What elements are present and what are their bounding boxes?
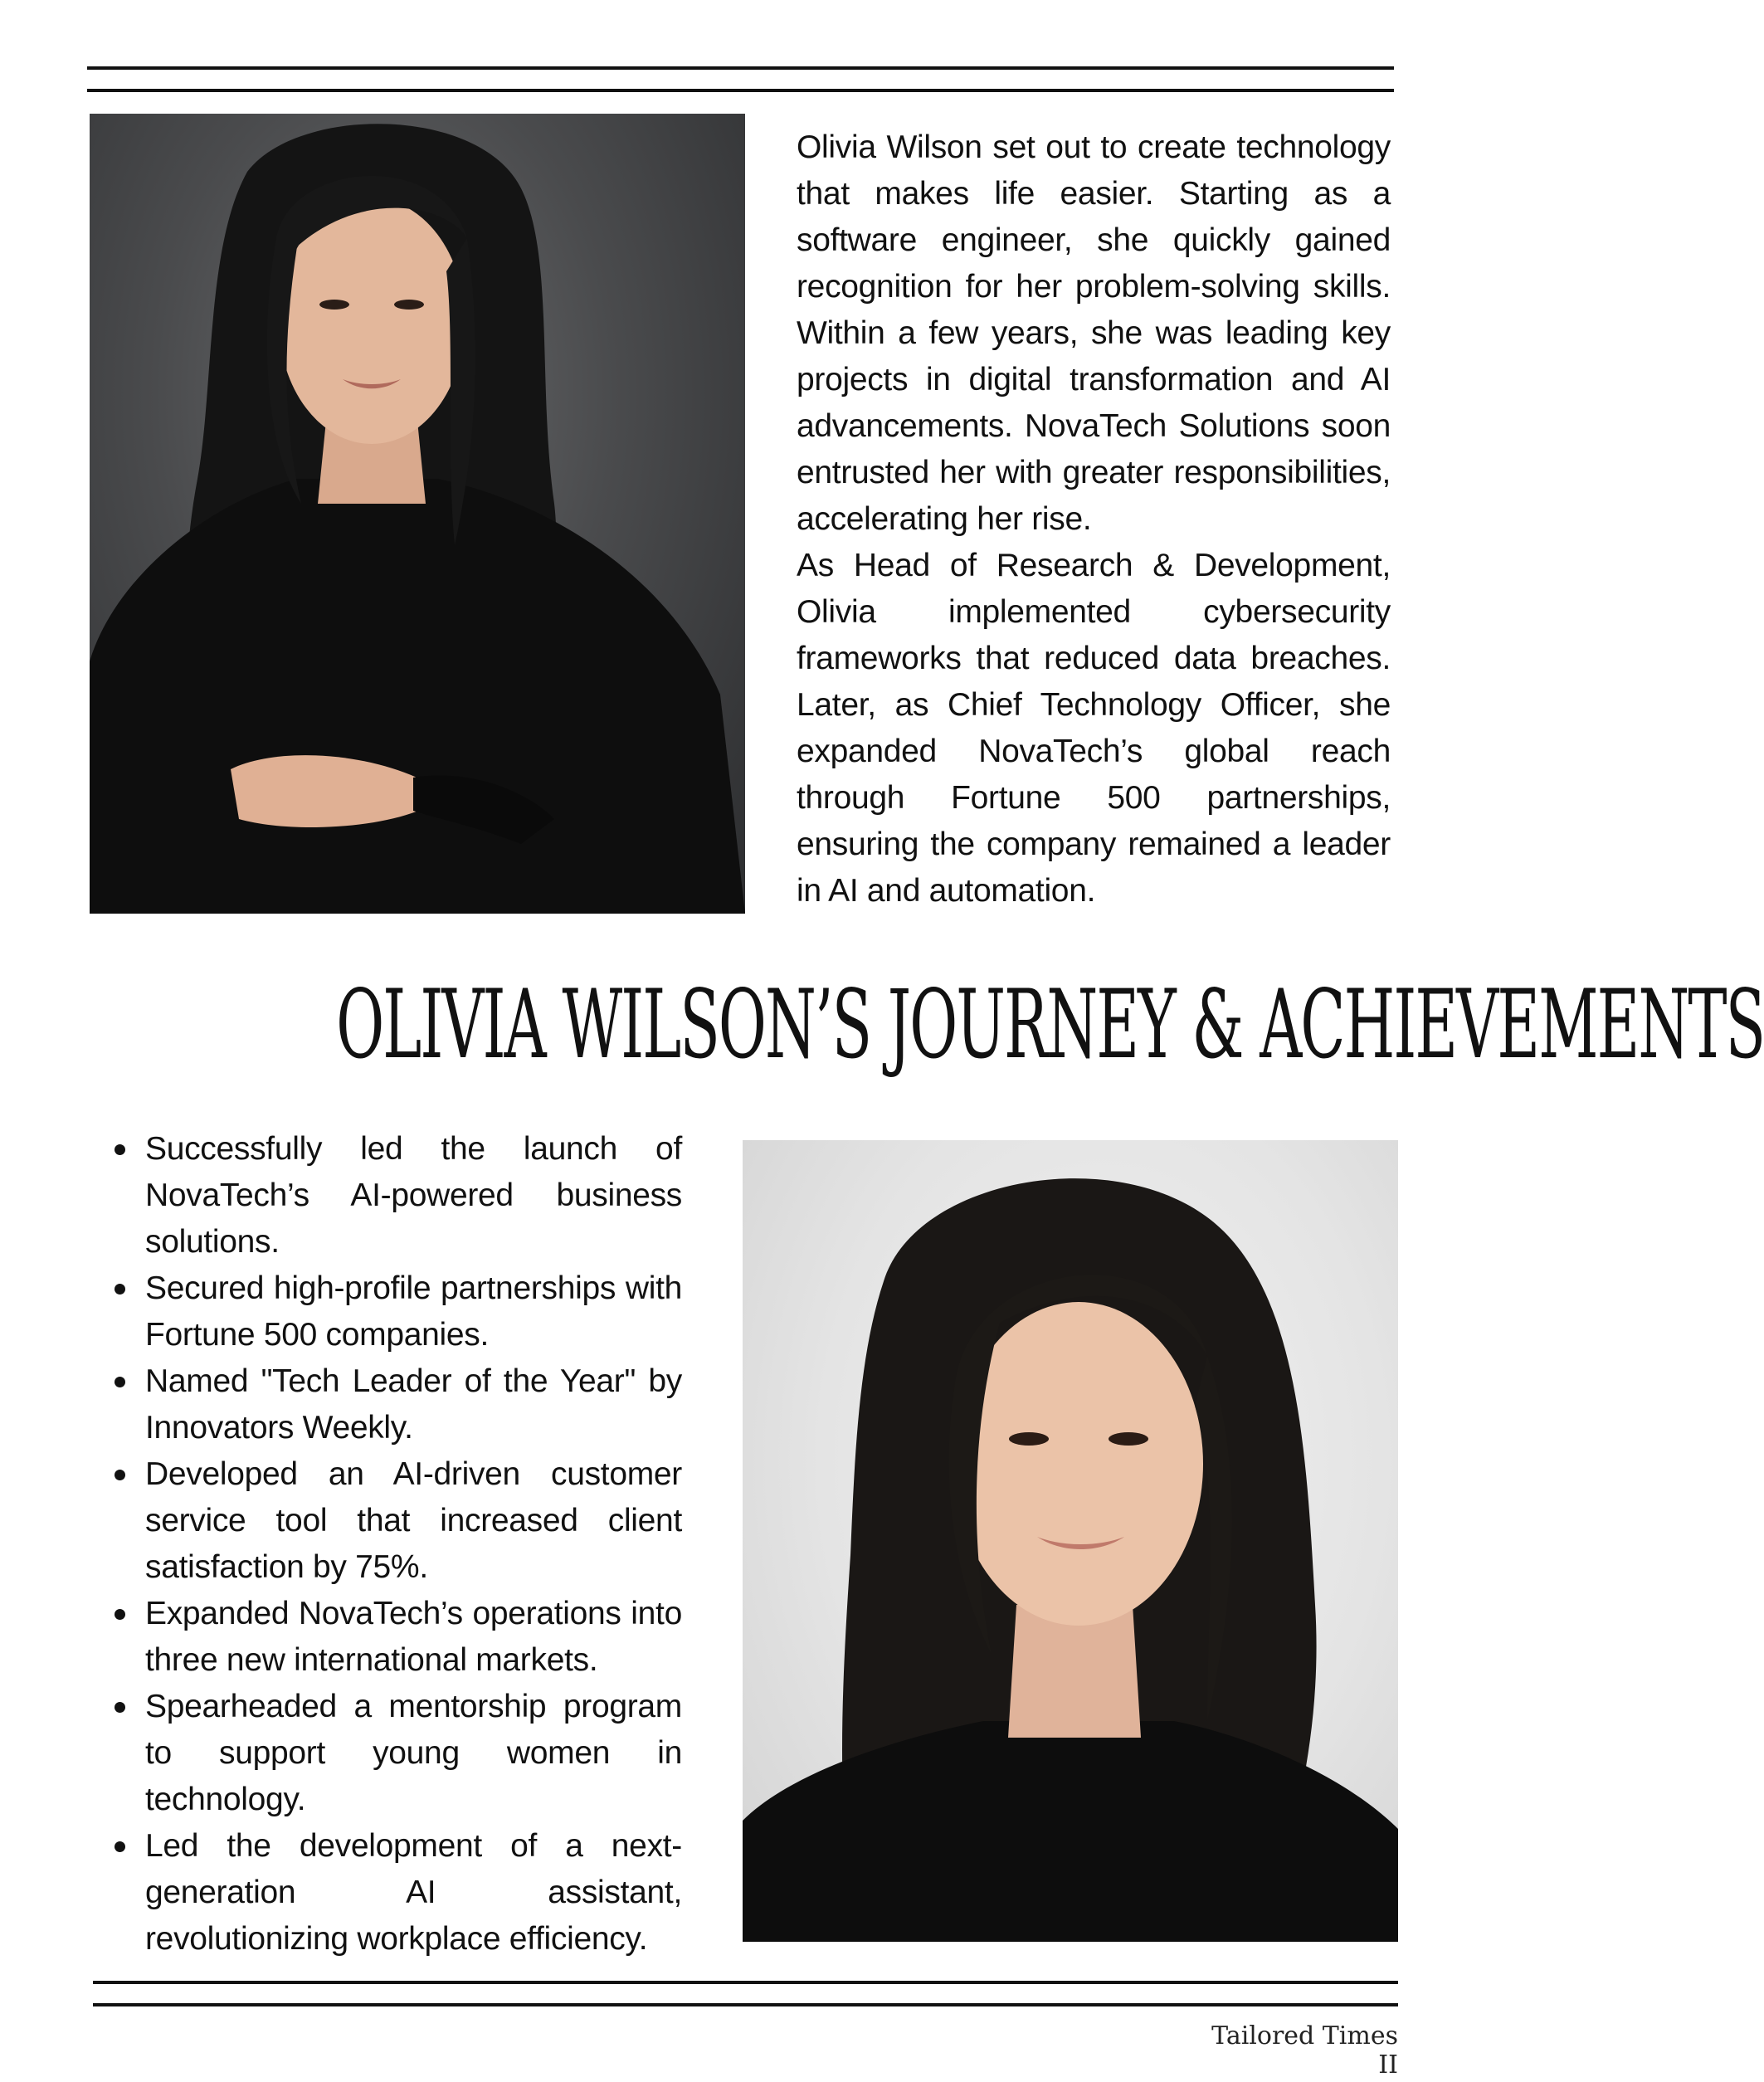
portrait-photo-light — [743, 1140, 1398, 1942]
bottom-rule-lower — [93, 2003, 1398, 2006]
achievement-item: Expanded NovaTech’s operations into three new international markets. — [108, 1591, 682, 1684]
achievement-item: Spearheaded a mentorship program to support young women in technology. — [108, 1684, 682, 1823]
headline: OLIVIA WILSON’S JOURNEY & ACHIEVEMENTS — [336, 969, 1764, 1080]
intro-paragraph-1: Olivia Wilson set out to create technology that makes life easier. Starting as a software engineer, she quickly gained recognition for her problem-solving skills. Within a few years, she was leading key projects in digital transformation and AI advancements. NovaTech Solutions soon entrusted her with greater responsibilities, accelerating her rise. — [797, 129, 1391, 537]
top-rule-lower — [87, 89, 1394, 92]
achievements-list — [108, 1126, 682, 1963]
bottom-rule-upper — [93, 1981, 1398, 1984]
portrait-photo-dark — [90, 114, 745, 914]
top-rule-upper — [87, 66, 1394, 70]
achievement-item: Successfully led the launch of NovaTech’s AI-powered business solutions. — [108, 1126, 682, 1265]
footer-brand: Tailored Times II — [1211, 2021, 1398, 2080]
intro-text — [797, 124, 1391, 914]
achievement-item: Named "Tech Leader of the Year" by Innovators Weekly. — [108, 1358, 682, 1451]
achievement-item: Developed an AI-driven customer service tool that increased client satisfaction by 75%. — [108, 1451, 682, 1591]
intro-paragraph-2: As Head of Research & Development, Olivia implemented cybersecurity frameworks that reduced data breaches. Later, as Chief Technology Officer, she expanded NovaTech’s global reach through Fortune 500 partnerships, ensuring the company remained a leader in AI and automation. — [797, 548, 1391, 909]
achievement-item: Led the development of a next-generation AI assistant, revolutionizing workplace efficiency. — [108, 1823, 682, 1963]
achievement-item: Secured high-profile partnerships with Fortune 500 companies. — [108, 1265, 682, 1358]
